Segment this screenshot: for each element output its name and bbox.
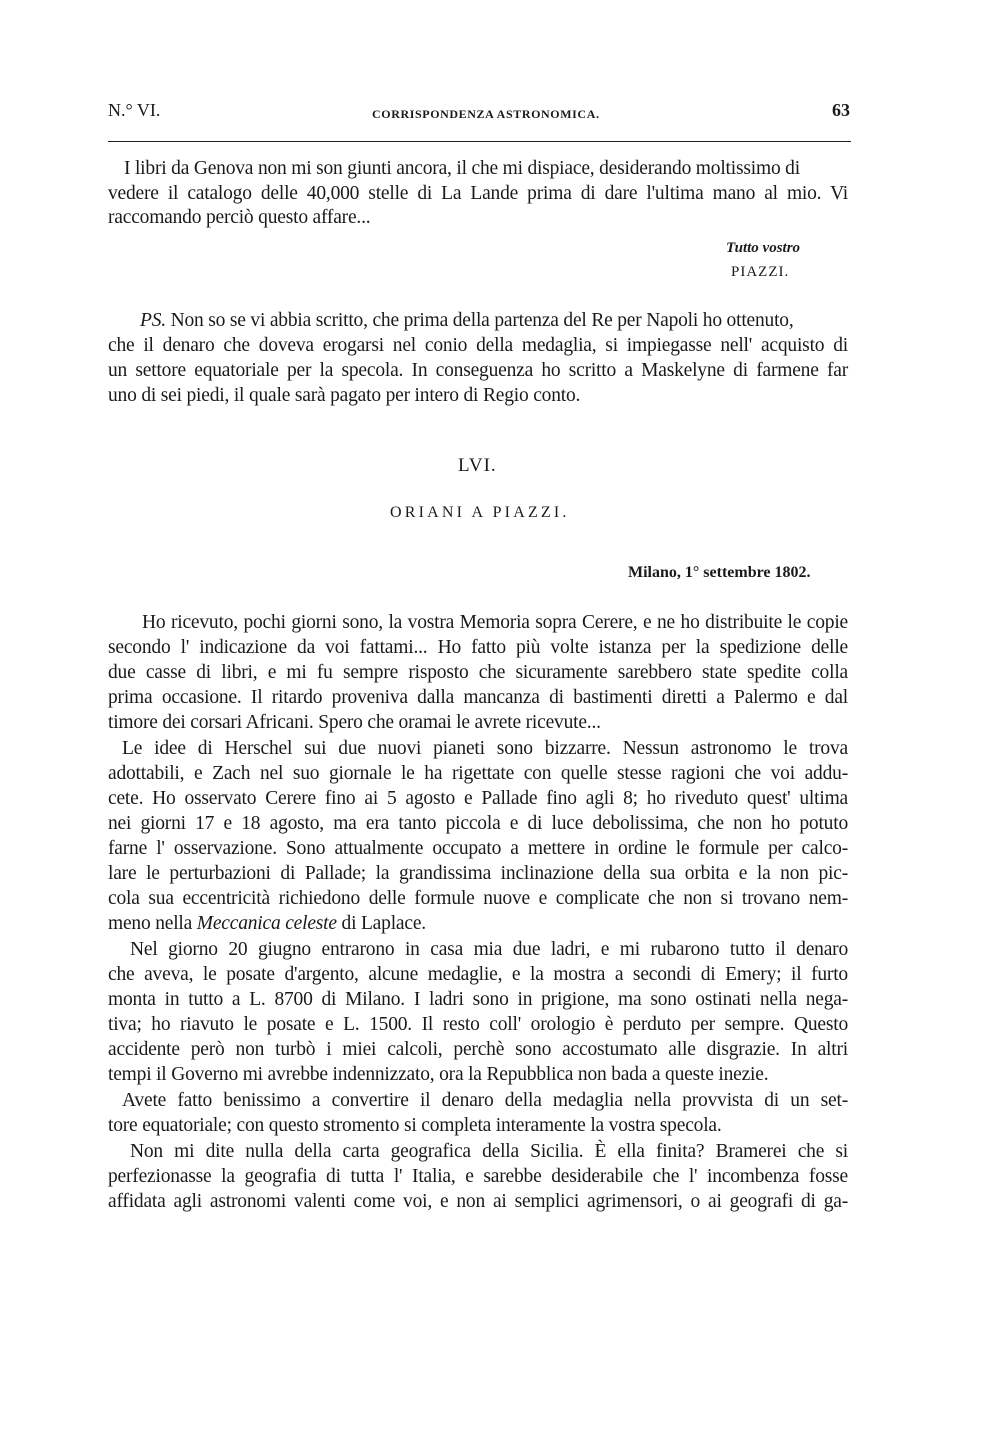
text-line: vedere il catalogo delle 40,000 stelle di La Lande prima di dare l'ultima mano al mio. Vi (108, 183, 848, 204)
text-line: uno di sei piedi, il quale sarà pagato per intero di Regio conto. (108, 385, 581, 406)
text-line: perfezionasse la geografia di tutta l' Italia, e sarebbe desiderabile che l' incombenza fosse (108, 1166, 848, 1187)
text-line: I libri da Genova non mi son giunti ancora, il che mi dispiace, desiderando moltissimo di (124, 158, 800, 179)
text-line: lare le perturbazioni di Pallade; la grandissima inclinazione della sua orbita e la non pic- (108, 863, 848, 884)
text-line: tiva; ho riavuto le posate e L. 1500. Il resto coll' orologio è perduto per sempre. Questo (108, 1014, 848, 1035)
text-line: Non so se vi abbia scritto, che prima della partenza del Re per Napoli ho ottenuto, (170, 310, 794, 331)
text-line: che il denaro che doveva erogarsi nel conio della medaglia, si impiegasse nell' acquisto di (108, 335, 848, 356)
dateline: Milano, 1° settembre 1802. (628, 564, 811, 581)
text-line: Le idee di Herschel sui due nuovi pianeti sono bizzarre. Nessun astronomo le trova (122, 738, 848, 759)
text-line: nei giorni 17 e 18 agosto, ma era tanto piccola e di luce debolissima, che non ho potuto (108, 813, 848, 834)
text-line: Ho ricevuto, pochi giorni sono, la vostra Memoria sopra Cerere, e ne ho distribuite le copie (142, 612, 848, 633)
page-number: 63 (832, 100, 850, 120)
text-line: farne l' osservazione. Sono attualmente occupato a mettere in ordine le formule per calco- (108, 838, 848, 859)
text-line: meno nella (108, 913, 193, 934)
text-line-with-italic (108, 912, 426, 936)
text-line: due casse di libri, e mi fu sempre risposto che sicuramente sarebbero state spedite colla (108, 662, 848, 683)
text-line: timore dei corsari Africani. Spero che oramai le avrete ricevute... (108, 712, 601, 733)
text-line: un settore equatoriale per la specola. In conseguenza ho scritto a Maskelyne di farmene far (108, 360, 848, 381)
postscript-first-line (140, 309, 848, 333)
text-line: Avete fatto benissimo a convertire il denaro della medaglia nella provvista di un set- (122, 1090, 848, 1111)
text-line: adottabili, e Zach nel suo giornale le ha rigettate con quelle stesse ragioni che voi addu- (108, 763, 848, 784)
running-header-title: CORRISPONDENZA ASTRONOMICA. (372, 107, 600, 121)
text-line: tempi il Governo mi avrebbe indennizzato, ora la Repubblica non bada a queste inezie. (108, 1064, 769, 1085)
text-line: tore equatoriale; con questo stromento si completa interamente la vostra specola. (108, 1115, 722, 1136)
text-line: Non mi dite nulla della carta geografica della Sicilia. È ella finita? Bramerei che si (130, 1141, 848, 1162)
text-line-tail: di Laplace. (341, 913, 426, 934)
text-line: prima occasione. Il ritardo proveniva dalla mancanza di bastimenti diretti a Palermo e dal (108, 687, 848, 708)
text-line: accidente però non turbò i miei calcoli, perchè sono accostumato alle disgrazie. In altri (108, 1039, 848, 1060)
text-line: cola sua eccentricità richiedono delle formule nuove e complicate che non si trovano nem- (108, 888, 848, 909)
postscript-label: PS. (140, 310, 166, 331)
signature: PIAZZI. (731, 264, 790, 280)
text-line: Nel giorno 20 giugno entrarono in casa mia due ladri, e mi rubarono tutto il denaro (130, 939, 848, 960)
text-line: che aveva, le posate d'argento, alcune medaglie, e la mostra a secondi di Emery; il furto (108, 964, 848, 985)
header-rule (108, 141, 851, 142)
section-number: LVI. (458, 455, 497, 476)
closing-salutation: Tutto vostro (726, 240, 801, 256)
text-line: secondo l' indicazione da voi fattami... Ho fatto più volte istanza per la spedizione delle (108, 637, 848, 658)
text-line: affidata agli astronomi valenti come voi, e non ai semplici agrimensori, o ai geografi di ga- (108, 1191, 848, 1212)
running-header-left: N.° VI. (108, 100, 161, 120)
text-line: monta in tutto a L. 8700 di Milano. I ladri sono in prigione, ma sono ostinati nella nega- (108, 989, 848, 1010)
section-title: ORIANI A PIAZZI. (390, 504, 570, 521)
text-line: raccomando perciò questo affare... (108, 207, 371, 228)
italic-title: Meccanica celeste (196, 913, 337, 934)
text-line: cete. Ho osservato Cerere fino ai 5 agosto e Pallade fino agli 8; ho riveduto quest' ultima (108, 788, 848, 809)
